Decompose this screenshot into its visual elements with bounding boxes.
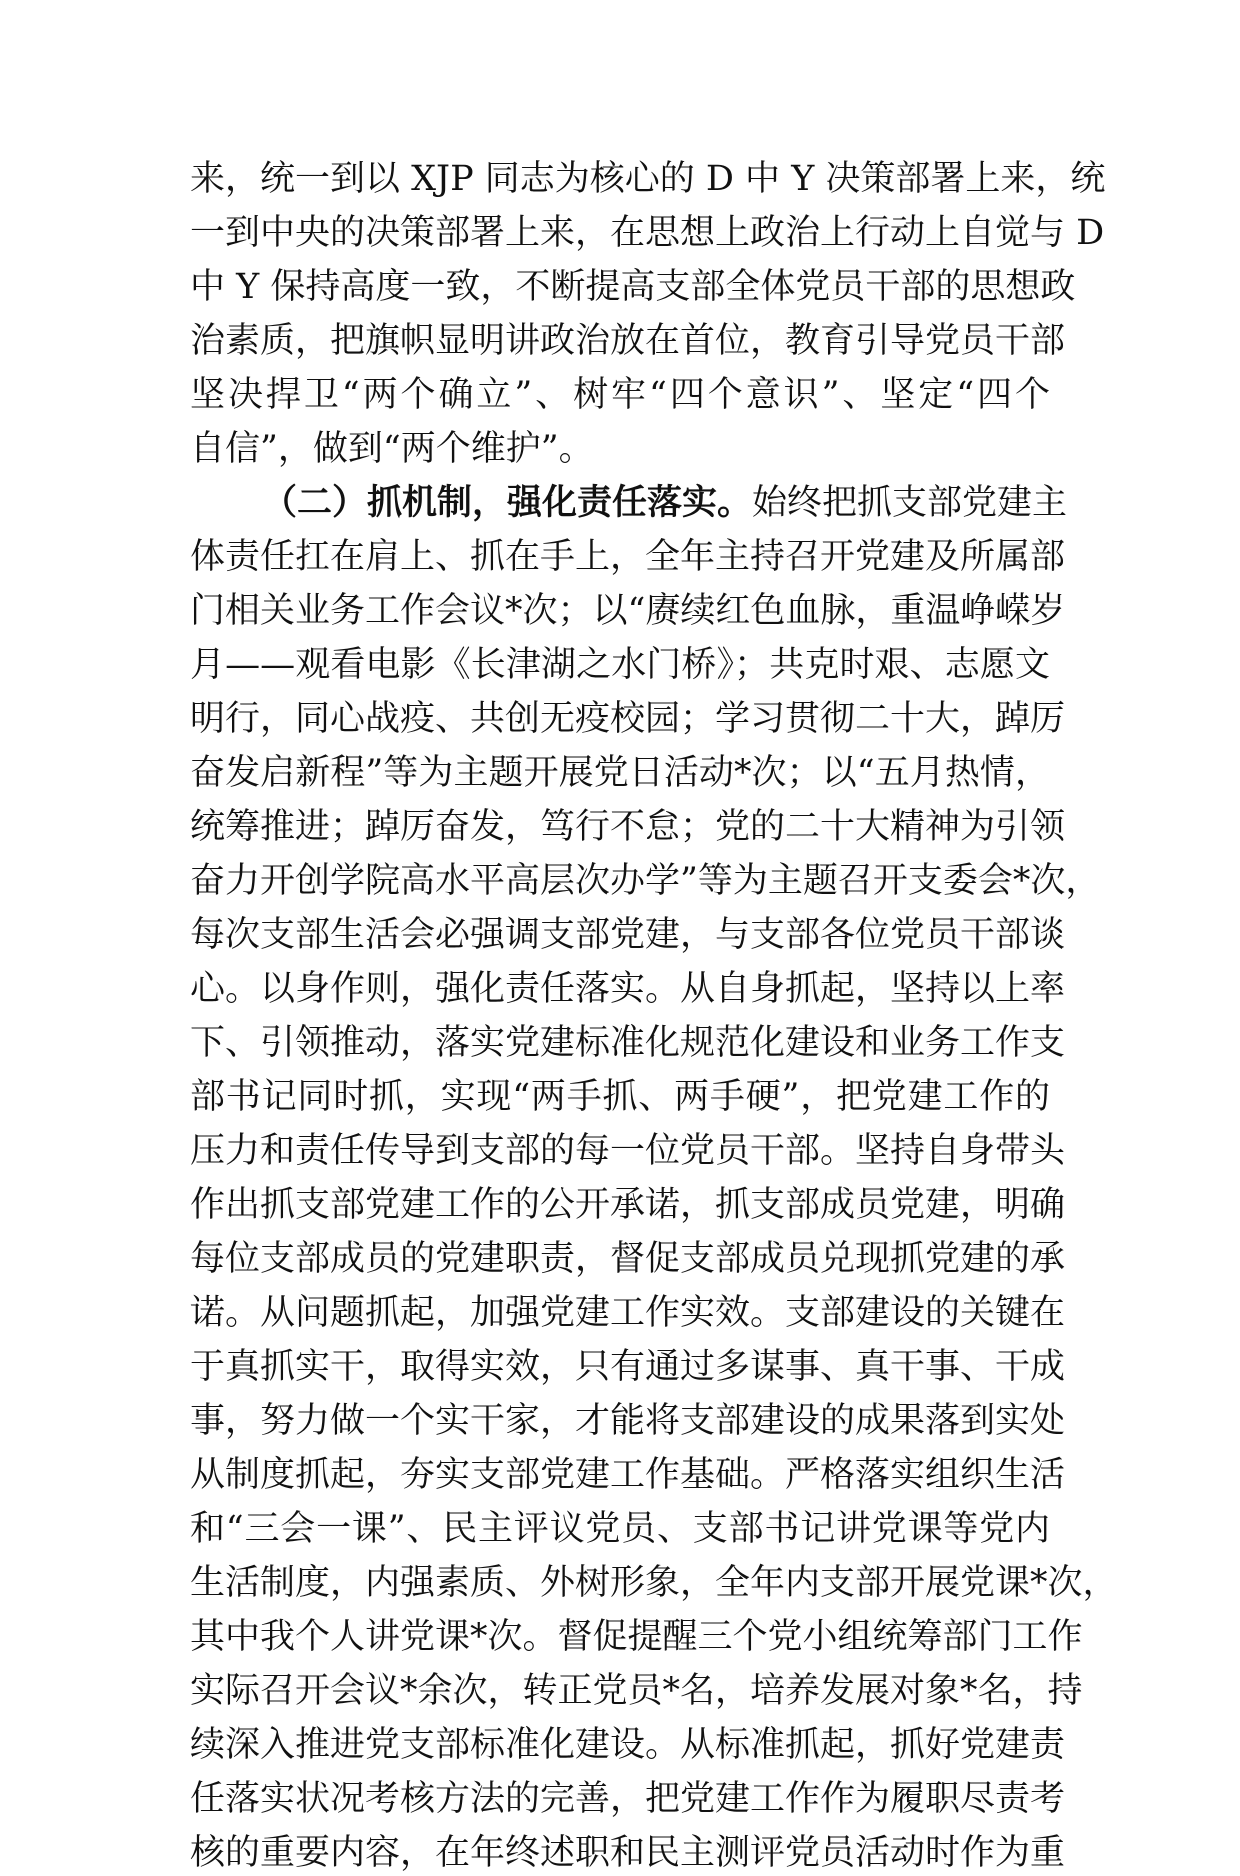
text-line: 每次支部生活会必强调支部党建，与支部各位党员干部谈 bbox=[190, 915, 1066, 955]
text-line: 明行，同心战疫、共创无疫校园；学习贯彻二十大，踔厉 bbox=[190, 699, 1066, 739]
text-line: 门相关业务工作会议*次；以“赓续红色血脉，重温峥嵘岁 bbox=[190, 591, 1066, 631]
section-heading-line bbox=[262, 480, 1068, 526]
text-line: 任落实状况考核方法的完善，把党建工作作为履职尽责考 bbox=[190, 1779, 1066, 1819]
text-line: 中 Y 保持高度一致，不断提高支部全体党员干部的思想政 bbox=[190, 267, 1076, 307]
text-line: 月——观看电影《长津湖之水门桥》；共克时艰、志愿文 bbox=[190, 645, 1050, 685]
text-line: 奋发启新程”等为主题开展党日活动*次；以“五月热情， bbox=[190, 753, 1050, 793]
section-heading-continuation: 始终把抓支部党建主 bbox=[752, 483, 1068, 523]
text-line: 生活制度，内强素质、外树形象，全年内支部开展党课*次， bbox=[190, 1563, 1118, 1603]
text-line: 统筹推进；踔厉奋发，笃行不怠；党的二十大精神为引领 bbox=[190, 807, 1066, 847]
text-line: 从制度抓起，夯实支部党建工作基础。严格落实组织生活 bbox=[190, 1455, 1066, 1495]
text-line: 续深入推进党支部标准化建设。从标准抓起，抓好党建责 bbox=[190, 1725, 1066, 1765]
text-line: 作出抓支部党建工作的公开承诺，抓支部成员党建，明确 bbox=[190, 1185, 1066, 1225]
text-line: 压力和责任传导到支部的每一位党员干部。坚持自身带头 bbox=[190, 1131, 1066, 1171]
text-line: 体责任扛在肩上、抓在手上，全年主持召开党建及所属部 bbox=[190, 537, 1066, 577]
text-line: 和“三会一课”、民主评议党员、支部书记讲党课等党内 bbox=[190, 1509, 1050, 1549]
text-line: 诺。从问题抓起，加强党建工作实效。支部建设的关键在 bbox=[190, 1293, 1066, 1333]
section-heading: （二）抓机制，强化责任落实。 bbox=[262, 482, 753, 523]
text-line: 实际召开会议*余次，转正党员*名，培养发展对象*名，持 bbox=[190, 1671, 1083, 1711]
document-page bbox=[190, 156, 1118, 1873]
text-line: 奋力开创学院高水平高层次办学”等为主题召开支委会*次， bbox=[190, 861, 1101, 901]
text-line: 心。以身作则，强化责任落实。从自身抓起，坚持以上率 bbox=[190, 969, 1066, 1009]
text-line: 一到中央的决策部署上来，在思想上政治上行动上自觉与 D bbox=[190, 213, 1105, 253]
text-line: 下、引领推动，落实党建标准化规范化建设和业务工作支 bbox=[190, 1023, 1066, 1063]
text-line: 事，努力做一个实干家，才能将支部建设的成果落到实处 bbox=[190, 1401, 1066, 1441]
text-line: 核的重要内容，在年终述职和民主测评党员活动时作为重 bbox=[190, 1833, 1066, 1873]
text-line: 其中我个人讲党课*次。督促提醒三个党小组统筹部门工作 bbox=[190, 1617, 1083, 1657]
text-line: 每位支部成员的党建职责，督促支部成员兑现抓党建的承 bbox=[190, 1239, 1066, 1279]
text-line: 治素质，把旗帜显明讲政治放在首位，教育引导党员干部 bbox=[190, 321, 1066, 361]
text-line: 部书记同时抓，实现“两手抓、两手硬”，把党建工作的 bbox=[190, 1077, 1050, 1117]
text-line: 来，统一到以 XJP 同志为核心的 D 中 Y 决策部署上来，统 bbox=[190, 159, 1106, 199]
text-line: 自信”，做到“两个维护”。 bbox=[190, 429, 594, 469]
text-line: 坚决捍卫“两个确立”、树牢“四个意识”、坚定“四个 bbox=[190, 375, 1050, 415]
text-line: 于真抓实干，取得实效，只有通过多谋事、真干事、干成 bbox=[190, 1347, 1066, 1387]
